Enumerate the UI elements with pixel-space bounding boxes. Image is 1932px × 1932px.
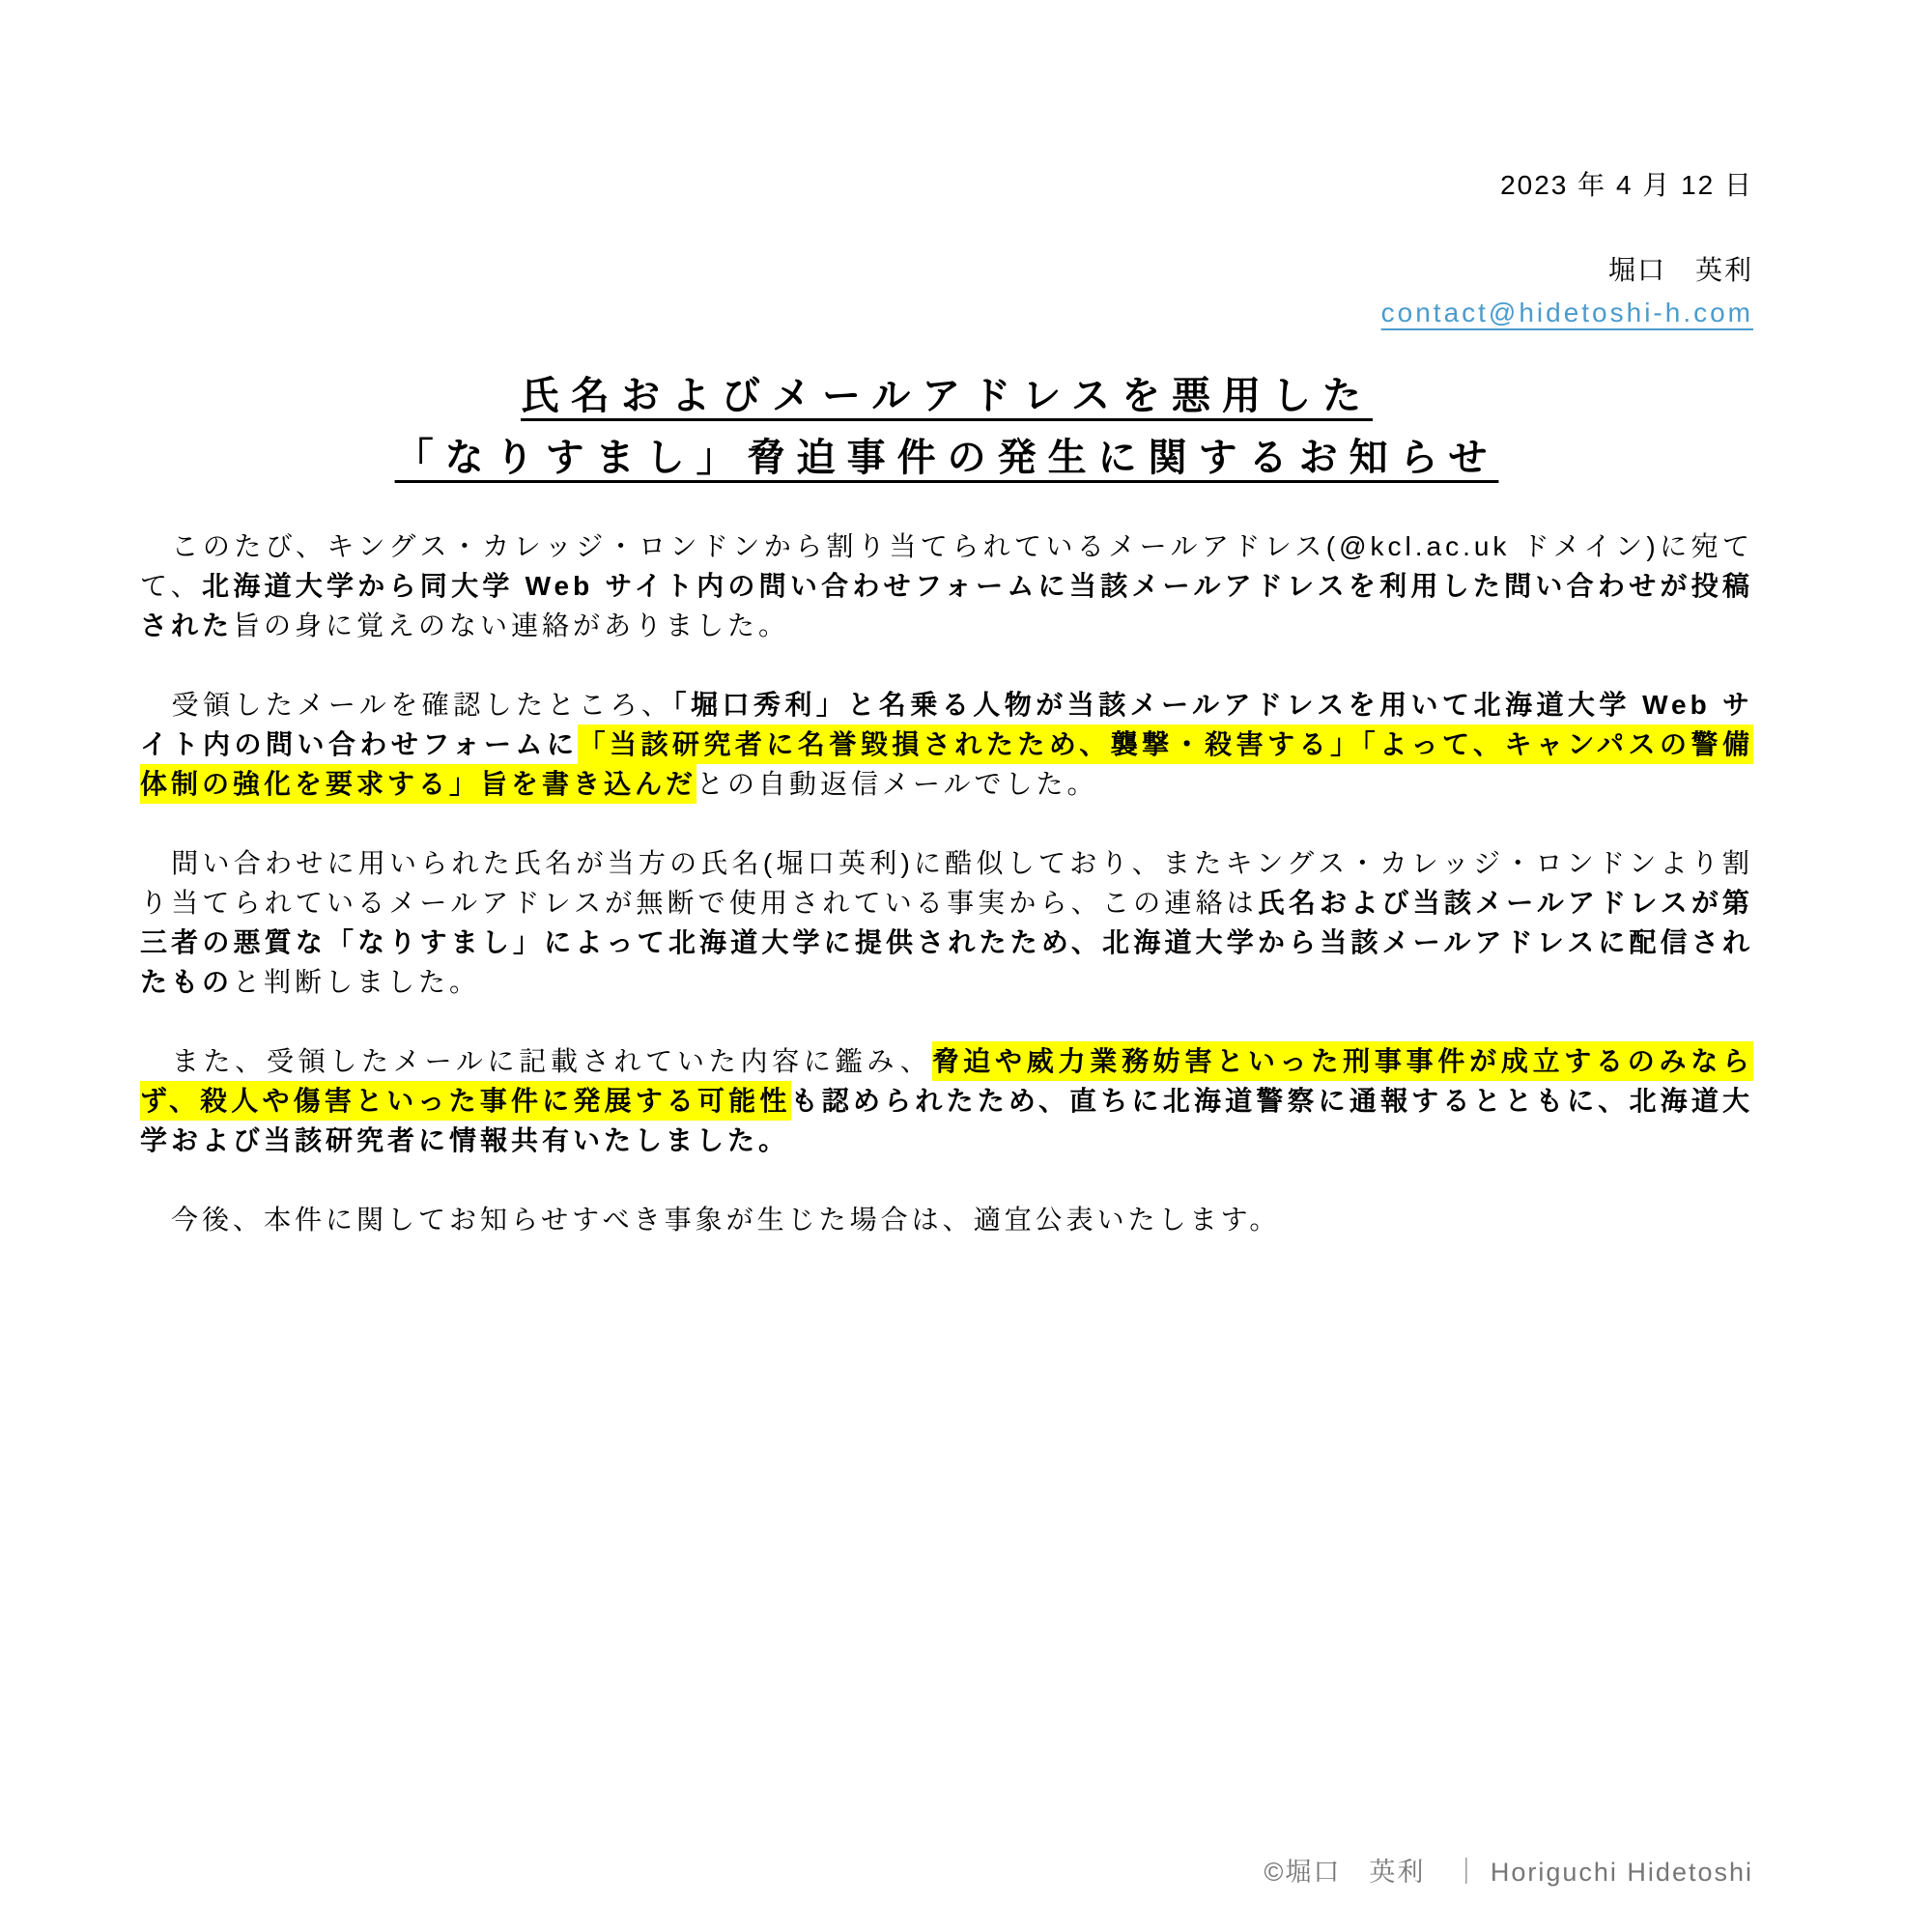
text-segment-normal: 旨の身に覚えのない連絡がありました。 [233,611,790,640]
text-segment-normal: 問い合わせに用いられた氏名が当方の氏名(堀口英利)に酷似しており、またキングス・カレッジ・ロンドンより割り当てられているメールアドレスが無断で使用されている事実から、この連絡は [140,848,1753,918]
text-segment-bold: も認められたため、直ちに北海道警察に通報するとともに、北海道大学および当該研究者に情報共有いたしました。 [140,1086,1754,1155]
text-segment-bold: 「堀口秀利」と名乗る人物が当該メールアドレスを用いて北海道大学 Web サイト内の問い合わせフォームに [140,690,1753,759]
paragraph [140,526,1753,645]
document-body [140,526,1753,1279]
text-segment-bold-highlight: 「当該研究者に名誉毀損されたため、襲撃・殺害する」「よって、キャンパスの警備体制の強化を要求する」旨を書き込んだ [140,724,1753,804]
paragraph [140,1200,1753,1239]
email-line [140,292,1753,334]
title-line-2: 「なりすまし」脅迫事件の発生に関するお知らせ [394,437,1499,479]
paragraph [140,1041,1753,1160]
document-title [140,365,1753,489]
paragraph [140,685,1753,804]
text-segment-bold-highlight: 脅迫や威力業務妨害といった刑事事件が成立するのみならず、殺人や傷害といった事件に発展する可能性 [140,1041,1753,1121]
paragraph [140,843,1753,1002]
text-segment-normal: との自動返信メールでした。 [696,769,1098,799]
document-header [140,164,1753,334]
text-segment-normal: このたび、キングス・カレッジ・ロンドンから割り当てられているメールアドレス(@kcl.ac.uk ドメイン)に宛てて、 [140,531,1753,601]
text-segment-normal: また、受領したメールに記載されていた内容に鑑み、 [140,1046,932,1076]
text-segment-bold: 北海道大学から同大学 Web サイト内の問い合わせフォームに当該メールアドレスを利用した問い合わせが投稿された [140,571,1753,640]
text-segment-normal: 今後、本件に関してお知らせすべき事象が生じた場合は、適宜公表いたします。 [140,1205,1281,1235]
email-link[interactable]: contact@hidetoshi-h.com [1380,298,1753,327]
title-line-1: 氏名およびメールアドレスを悪用した [521,375,1373,417]
document-date: 2023 年 4 月 12 日 [1500,170,1753,200]
text-segment-normal: 受領したメールを確認したところ、 [140,690,673,720]
author-name: 堀口 英利 [1607,255,1753,285]
text-segment-bold: 氏名および当該メールアドレスが第三者の悪質な「なりすまし」によって北海道大学に提供されたため、北海道大学から当該メールアドレスに配信されたもの [140,888,1753,997]
text-segment-normal: と判断しました。 [233,967,481,997]
copyright-footer: ©堀口 英利 ｜ Horiguchi Hidetoshi [1264,1858,1753,1887]
